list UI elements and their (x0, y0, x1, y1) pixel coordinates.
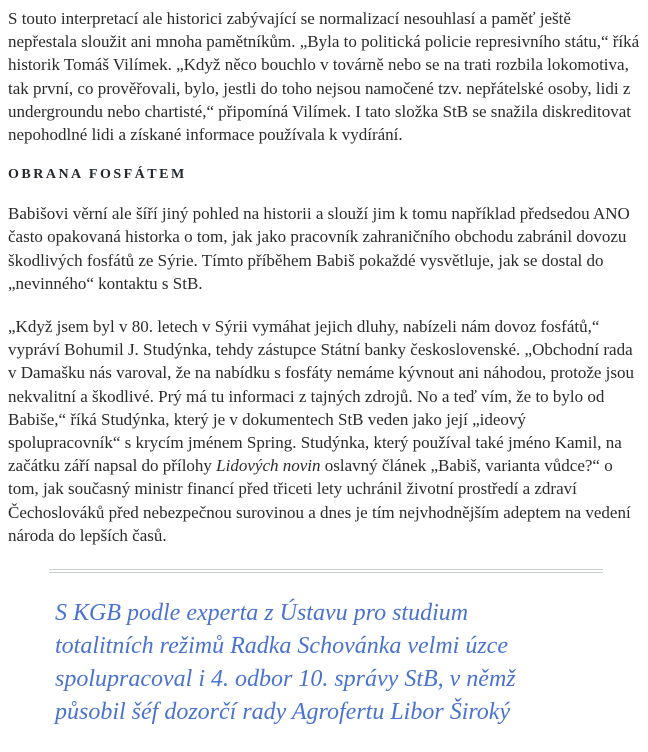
paragraph-babis-defenders: Babišovi věrní ale šíří jiný pohled na historii a slouží jim k tomu například předsedou ANO často opakovaná historka o tom, jak jako pracovník zahraničního obchodu zabránil dovozu škodlivých fosfátů ze Sýrie. Tímto příběhem Babiš pokaždé vysvětluje, jak se dostal do „nevinného“ kontaktu s StB. (8, 204, 630, 293)
pullquote (49, 569, 595, 729)
text-segment: oslavný článek „Babiš, varianta vůdce?“ o tom, jak současný ministr financí před třiceti lety uchránil životní prostředí a zdraví Čechoslováků před nebezpečnou surovinou a dnes je tím nejvhodnějším adeptem na vedení národa do lepších časů. (8, 456, 631, 545)
paragraph-studynka-quote (8, 315, 640, 547)
section-heading-obrana-fosfatem: OBRANA FOSFÁTEM (8, 167, 187, 183)
publication-name-italic: Lidových novin (216, 456, 321, 476)
paragraph-interpretation: S touto interpretací ale historici zabývající se normalizací nesouhlasí a paměť ještě nepřestala sloužit ani mnoha pamětníkům. „Byla to politická policie represivního státu,“ říká historik Tomáš Vilímek. „Když něco bouchlo v továrně nebo se na trati rozbila lokomotiva, tak první, co prověřovali, bylo, jestli do toho nejsou namočené tzv. nepřátelské osoby, lidi z undergroundu nebo chartisté,“ připomíná Vilímek. I tato složka StB se snažila diskreditovat nepohodlné lidi a získané informace používala k vydírání. (8, 9, 640, 145)
text-segment: „Když jsem byl v 80. letech v Sýrii vymáhat jejich dluhy, nabízeli nám dovoz fosfátů,“ vypráví Bohumil J. Studýnka, tehdy zástupce Státní banky československé. „Obchodní rada v Damašku nás varoval, že na nabídku s fosfáty nemáme kývnout ani náhodou, protože jsou nekvalitní a škodlivé. Prý má tu informaci z tajných zdrojů. No a teď vím, že to bylo od Babiše,“ říká Studýnka, který je v dokumentech StB veden jako její „ideový spolupracovník“ s krycím jménem Spring. Studýnka, který používal také jméno Kamil, na začátku září napsal do přílohy (8, 317, 635, 476)
pullquote-text: S KGB podle experta z Ústavu pro studium totalitních režimů Radka Schovánka velmi úzce spolupracoval i 4. odbor 10. správy StB, v němž působil šéf dozorčí rady Agrofertu Libor Široký (55, 600, 516, 726)
